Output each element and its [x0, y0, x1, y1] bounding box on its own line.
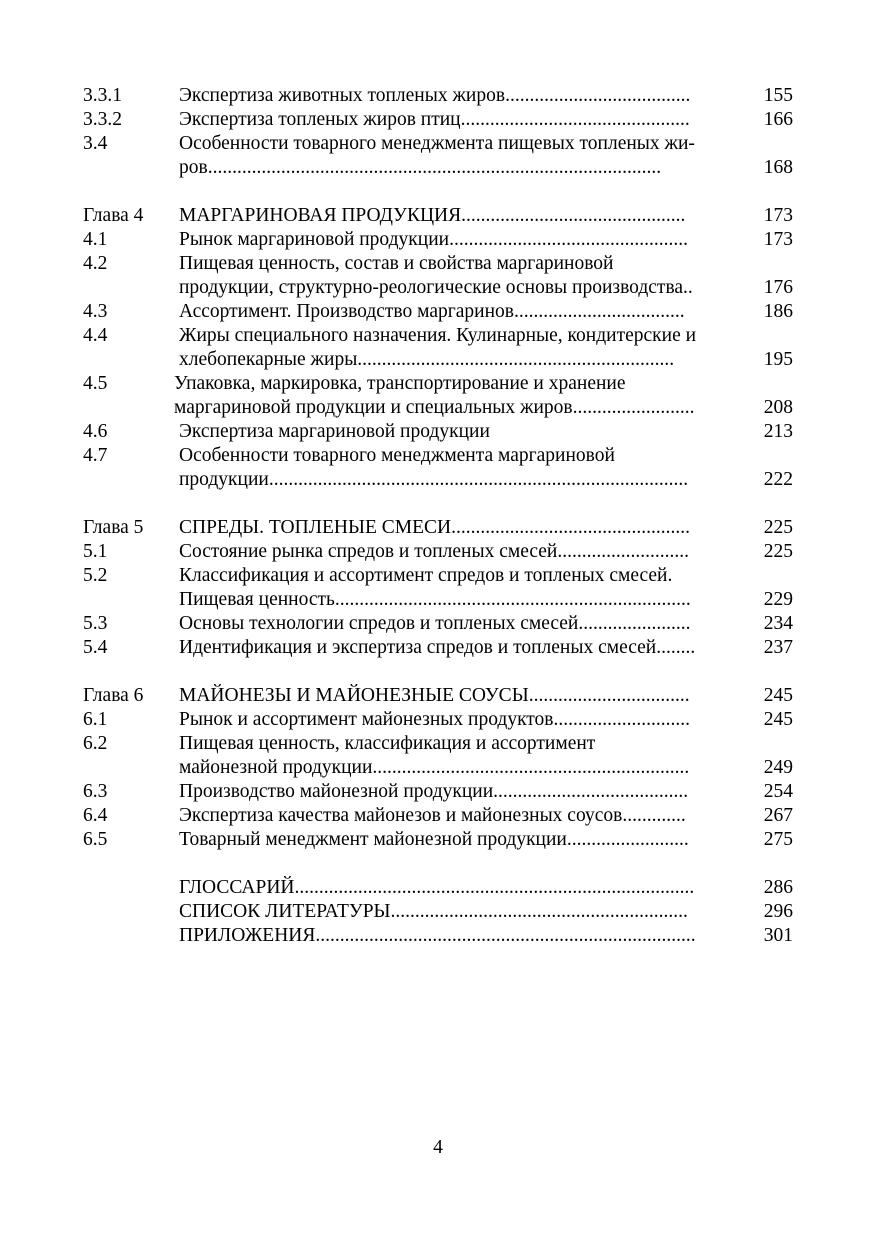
toc-entry-title: Экспертиза топленых жиров птиц...............................................	[179, 109, 690, 130]
toc-entry-page: 186	[763, 301, 793, 322]
toc-entry-title: Состояние рынка спредов и топленых смесей...........................	[179, 541, 689, 562]
toc-entry-title: майонезной продукции.................................................................	[179, 757, 690, 778]
toc-entry	[83, 684, 793, 708]
toc-entry-page: 245	[763, 685, 793, 706]
toc-entry-title: маргариновой продукции и специальных жиров.........................	[174, 397, 695, 418]
toc-entry	[83, 276, 793, 300]
toc-entry-title: Классификация и ассортимент спредов и топленых смесей.	[179, 565, 673, 586]
toc-entry-page: 173	[763, 229, 793, 250]
toc-entry-number: 3.4	[83, 133, 108, 154]
toc-entry-number: 5.3	[83, 613, 108, 634]
toc-entry-title: СПИСОК ЛИТЕРАТУРЫ.............................................................	[179, 901, 688, 922]
toc-entry-title: Производство майонезной продукции........................................	[179, 781, 689, 802]
toc-entry	[83, 732, 793, 756]
toc-entry-number: 6.4	[83, 805, 108, 826]
toc-entry-page: 254	[763, 781, 793, 802]
toc-entry	[83, 204, 793, 228]
toc-entry-title: Пищевая ценность, состав и свойства маргариновой	[179, 253, 614, 274]
toc-entry-page: 195	[763, 349, 793, 370]
toc-entry-title: Особенности товарного менеджмента пищевых топленых жи-	[179, 133, 695, 154]
toc-entry-number: 6.2	[83, 733, 108, 754]
toc-entry	[83, 924, 793, 948]
toc-entry	[83, 84, 793, 108]
toc-entry	[83, 300, 793, 324]
toc-entry-page: 301	[763, 925, 793, 946]
toc-entry-title: Экспертиза животных топленых жиров......................................	[179, 85, 691, 106]
section-gap	[83, 660, 793, 684]
toc-entry	[83, 876, 793, 900]
toc-entry	[83, 804, 793, 828]
toc-entry-page: 208	[763, 397, 793, 418]
toc-entry-title: продукции, структурно-реологические основы производства..	[179, 277, 693, 298]
toc-entry-number: 4.2	[83, 253, 108, 274]
toc-entry-title: ров.............................................................................................	[179, 157, 662, 178]
toc-entry-page: 173	[763, 205, 793, 226]
toc-entry-title: Рынок маргариновой продукции.................................................	[179, 229, 688, 250]
toc-entry-title: Идентификация и экспертиза спредов и топленых смесей........	[179, 637, 696, 658]
toc-entry-page: 213	[763, 421, 793, 442]
section-gap	[83, 852, 793, 876]
toc-entry-page: 237	[763, 637, 793, 658]
toc-entry-number: Глава 5	[83, 517, 144, 538]
toc-entry-number: 6.3	[83, 781, 108, 802]
toc-entry-number: 5.4	[83, 637, 108, 658]
toc-entry-number: 4.5	[83, 373, 108, 394]
toc-entry-page: 275	[763, 829, 793, 850]
toc-entry-number: 5.1	[83, 541, 108, 562]
toc-entry	[83, 132, 793, 156]
toc-entry-title: продукции......................................................................................	[179, 469, 689, 490]
toc-entry	[83, 108, 793, 132]
toc-entry	[83, 708, 793, 732]
toc-entry-title: ПРИЛОЖЕНИЯ..............................................................................	[179, 925, 696, 946]
page-number: 4	[433, 1137, 443, 1158]
toc-entry-title: Пищевая ценность.........................................................................	[179, 589, 691, 610]
toc-entry-title: МАЙОНЕЗЫ И МАЙОНЕЗНЫЕ СОУСЫ.................................	[179, 685, 690, 706]
toc-entry-number: 4.3	[83, 301, 108, 322]
toc-entry-title: ГЛОССАРИЙ..................................................................................	[179, 877, 695, 898]
toc-entry-number: Глава 6	[83, 685, 144, 706]
toc-entry	[83, 564, 793, 588]
toc-entry-page: 176	[763, 277, 793, 298]
toc-entry-number: Глава 4	[83, 205, 144, 226]
toc-entry-page: 234	[763, 613, 793, 634]
toc-entry	[83, 612, 793, 636]
toc-entry-title: Жиры специального назначения. Кулинарные, кондитерские и	[179, 325, 697, 346]
toc-entry-title: Товарный менеджмент майонезной продукции.........................	[179, 829, 689, 850]
toc-entry	[83, 396, 793, 420]
toc-entry	[83, 252, 793, 276]
toc-entry	[83, 588, 793, 612]
toc-entry	[83, 372, 793, 396]
toc-entry-page: 222	[763, 469, 793, 490]
toc-entry-title: Особенности товарного менеджмента маргариновой	[179, 445, 615, 466]
toc-entry-title: Ассортимент. Производство маргаринов...................................	[179, 301, 685, 322]
toc-entry	[83, 420, 793, 444]
toc-entry	[83, 444, 793, 468]
toc-entry	[83, 636, 793, 660]
toc-entry-number: 5.2	[83, 565, 108, 586]
toc-entry-page: 225	[763, 541, 793, 562]
toc-entry	[83, 516, 793, 540]
toc-entry-number: 3.3.1	[83, 85, 122, 106]
toc-entry-number: 4.1	[83, 229, 108, 250]
toc-entry	[83, 900, 793, 924]
section-gap	[83, 492, 793, 516]
toc-entry-title: Основы технологии спредов и топленых смесей.......................	[179, 613, 691, 634]
toc-entry	[83, 780, 793, 804]
toc-entry-number: 3.3.2	[83, 109, 122, 130]
toc-entry	[83, 156, 793, 180]
toc-entry-page: 166	[763, 109, 793, 130]
toc-entry-page: 155	[763, 85, 793, 106]
toc-entry	[83, 828, 793, 852]
toc-entry-title: МАРГАРИНОВАЯ ПРОДУКЦИЯ..............................................	[179, 205, 686, 226]
toc-entry	[83, 540, 793, 564]
toc-entry-title: Рынок и ассортимент майонезных продуктов............................	[179, 709, 691, 730]
toc-entry	[83, 348, 793, 372]
toc-entry-page: 286	[763, 877, 793, 898]
toc-entry-title: Упаковка, маркировка, транспортирование и хранение	[174, 373, 626, 394]
toc-entry-number: 4.6	[83, 421, 108, 442]
toc-entry-page: 296	[763, 901, 793, 922]
toc-entry-page: 168	[763, 157, 793, 178]
toc-entry	[83, 756, 793, 780]
toc-entry-page: 245	[763, 709, 793, 730]
toc-entry-title: СПРЕДЫ. ТОПЛЕНЫЕ СМЕСИ.................................................	[179, 517, 690, 538]
toc-entry-number: 4.7	[83, 445, 108, 466]
toc-entry-number: 6.5	[83, 829, 108, 850]
toc-entry-title: хлебопекарные жиры.................................................................	[179, 349, 675, 370]
toc-entry-title: Пищевая ценность, классификация и ассортимент	[179, 733, 596, 754]
toc-entry	[83, 468, 793, 492]
toc-entry-number: 4.4	[83, 325, 108, 346]
section-gap	[83, 180, 793, 204]
toc-entry	[83, 324, 793, 348]
table-of-contents	[83, 84, 793, 948]
toc-entry	[83, 228, 793, 252]
toc-entry-page: 267	[763, 805, 793, 826]
toc-entry-page: 229	[763, 589, 793, 610]
toc-entry-title: Экспертиза маргариновой продукции	[179, 421, 490, 442]
toc-entry-number: 6.1	[83, 709, 108, 730]
toc-entry-title: Экспертиза качества майонезов и майонезных соусов.............	[179, 805, 686, 826]
toc-entry-page: 249	[763, 757, 793, 778]
toc-entry-page: 225	[763, 517, 793, 538]
